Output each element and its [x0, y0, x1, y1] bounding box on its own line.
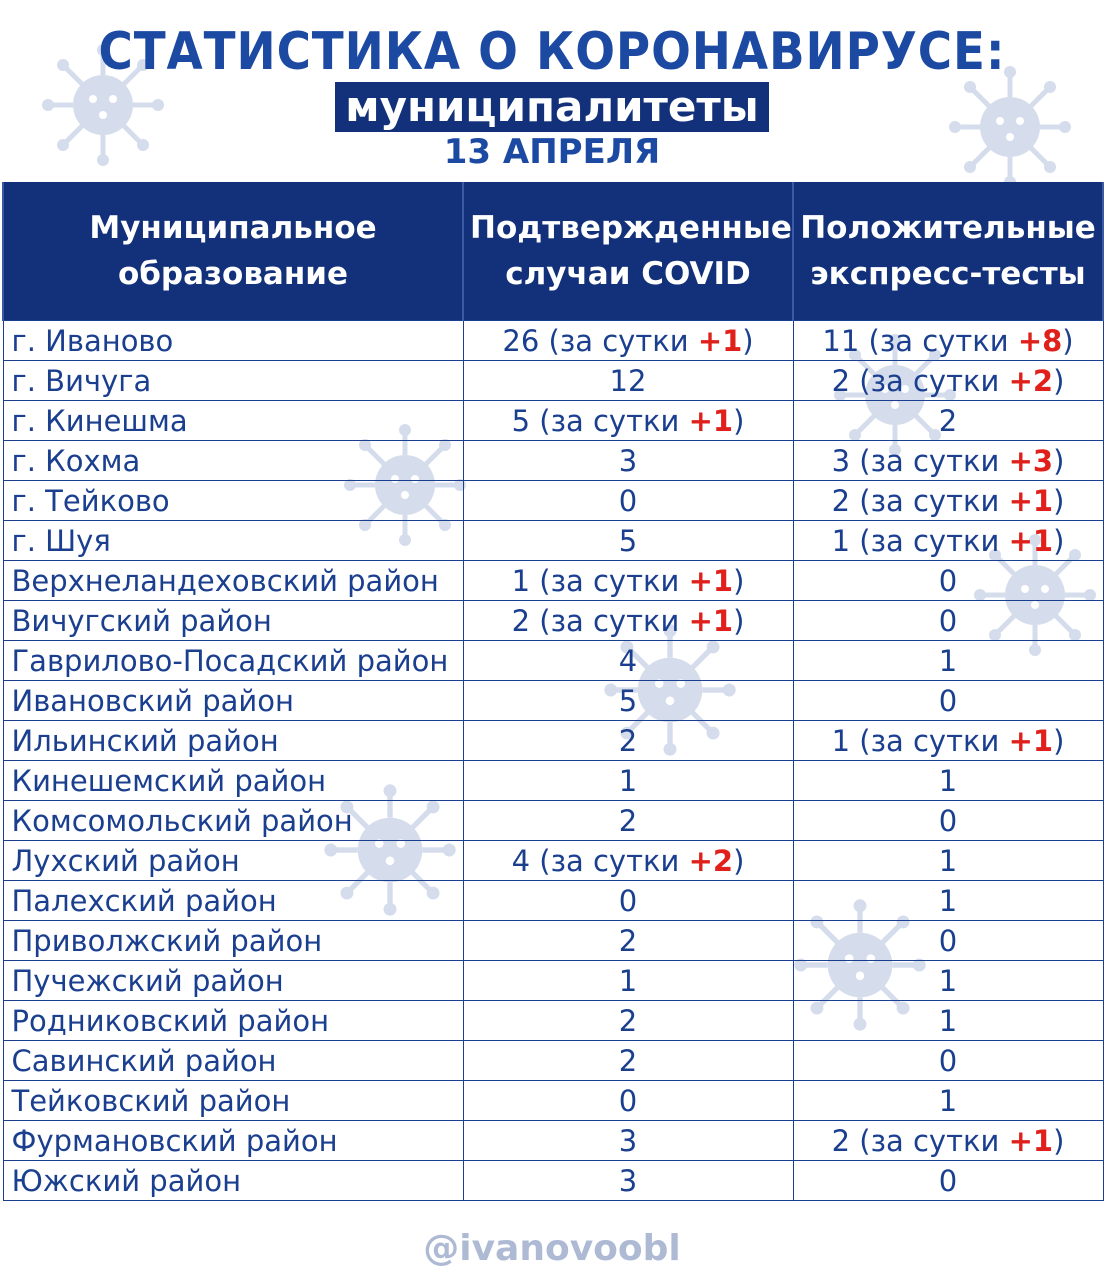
express-tests-value: 2: [831, 363, 851, 398]
express-tests-cell: [793, 1041, 1103, 1081]
confirmed-cases-cell: [463, 761, 793, 801]
daily-increase: +1: [688, 563, 734, 598]
confirmed-cases-cell: [463, 1161, 793, 1201]
daily-prefix: (за сутки: [539, 403, 689, 438]
express-tests-cell: [793, 921, 1103, 961]
express-tests-value: 0: [938, 803, 958, 838]
daily-suffix: ): [1053, 723, 1065, 758]
express-tests-cell: [793, 401, 1103, 441]
confirmed-cases-value: 0: [618, 883, 638, 918]
confirmed-cases-value: 5: [618, 523, 638, 558]
express-tests-value: 1: [831, 523, 851, 558]
express-tests-cell: [793, 1161, 1103, 1201]
municipality-name: г. Вичуга: [3, 361, 463, 401]
municipality-name: Фурмановский район: [3, 1121, 463, 1161]
daily-prefix: (за сутки: [859, 443, 1009, 478]
express-tests-cell: [793, 441, 1103, 481]
confirmed-cases-cell: [463, 841, 793, 881]
express-tests-value: 1: [938, 1083, 958, 1118]
table-row: [3, 361, 1103, 401]
table-row: [3, 521, 1103, 561]
express-tests-cell: [793, 361, 1103, 401]
daily-increase: +1: [1008, 523, 1054, 558]
municipality-name: г. Тейково: [3, 481, 463, 521]
table-row: [3, 601, 1103, 641]
daily-prefix: (за сутки: [859, 523, 1009, 558]
municipality-name: г. Кохма: [3, 441, 463, 481]
express-tests-value: 0: [938, 1163, 958, 1198]
daily-suffix: ): [733, 403, 745, 438]
express-tests-value: 11: [822, 323, 860, 358]
confirmed-cases-value: 1: [618, 963, 638, 998]
confirmed-cases-cell: [463, 961, 793, 1001]
confirmed-cases-value: 0: [618, 483, 638, 518]
confirmed-cases-value: 4: [618, 643, 638, 678]
municipality-name: Приволжский район: [3, 921, 463, 961]
confirmed-cases-value: 0: [618, 1083, 638, 1118]
table-row: [3, 801, 1103, 841]
express-tests-cell: [793, 1081, 1103, 1121]
municipality-name: Палехский район: [3, 881, 463, 921]
confirmed-cases-value: 2: [511, 603, 531, 638]
daily-suffix: ): [1053, 363, 1065, 398]
express-tests-value: 0: [938, 563, 958, 598]
daily-suffix: ): [733, 603, 745, 638]
table-row: [3, 401, 1103, 441]
confirmed-cases-value: 1: [511, 563, 531, 598]
express-tests-value: 0: [938, 1043, 958, 1078]
table-row: [3, 1121, 1103, 1161]
municipality-name: Вичугский район: [3, 601, 463, 641]
table-header-row: [3, 182, 1103, 321]
municipality-name: Тейковский район: [3, 1081, 463, 1121]
municipality-name: Гаврилово-Посадский район: [3, 641, 463, 681]
express-tests-value: 0: [938, 603, 958, 638]
daily-prefix: (за сутки: [539, 843, 689, 878]
table-row: [3, 921, 1103, 961]
express-tests-value: 1: [938, 643, 958, 678]
table-row: [3, 1161, 1103, 1201]
table-row: [3, 841, 1103, 881]
express-tests-cell: [793, 1121, 1103, 1161]
column-header-express: Положительные экспресс-тесты: [793, 182, 1103, 321]
daily-increase: +1: [688, 403, 734, 438]
express-tests-cell: [793, 481, 1103, 521]
express-tests-value: 2: [938, 403, 958, 438]
daily-increase: +1: [1008, 723, 1054, 758]
daily-prefix: (за сутки: [859, 723, 1009, 758]
confirmed-cases-value: 2: [618, 803, 638, 838]
table-row: [3, 1081, 1103, 1121]
confirmed-cases-cell: [463, 321, 793, 361]
municipality-name: Лухский район: [3, 841, 463, 881]
confirmed-cases-cell: [463, 721, 793, 761]
municipality-name: Кинешемский район: [3, 761, 463, 801]
express-tests-value: 1: [938, 963, 958, 998]
confirmed-cases-cell: [463, 1081, 793, 1121]
table-row: [3, 681, 1103, 721]
daily-suffix: ): [1062, 323, 1074, 358]
express-tests-value: 1: [938, 883, 958, 918]
table-row: [3, 441, 1103, 481]
daily-prefix: (за сутки: [539, 563, 689, 598]
express-tests-cell: [793, 561, 1103, 601]
column-header-municipality: Муниципальное образование: [3, 182, 463, 321]
daily-prefix: (за сутки: [859, 483, 1009, 518]
confirmed-cases-cell: [463, 801, 793, 841]
daily-prefix: (за сутки: [539, 603, 689, 638]
table-row: [3, 761, 1103, 801]
daily-prefix: (за сутки: [859, 1123, 1009, 1158]
express-tests-value: 3: [831, 443, 851, 478]
express-tests-value: 1: [938, 843, 958, 878]
report-date: 13 АПРЕЛЯ: [443, 132, 661, 172]
confirmed-cases-value: 5: [511, 403, 531, 438]
daily-suffix: ): [1053, 523, 1065, 558]
confirmed-cases-value: 26: [502, 323, 540, 358]
table-row: [3, 481, 1103, 521]
municipality-name: Савинский район: [3, 1041, 463, 1081]
confirmed-cases-cell: [463, 401, 793, 441]
express-tests-cell: [793, 601, 1103, 641]
confirmed-cases-value: 3: [618, 443, 638, 478]
confirmed-cases-cell: [463, 561, 793, 601]
confirmed-cases-cell: [463, 1001, 793, 1041]
confirmed-cases-cell: [463, 681, 793, 721]
confirmed-cases-cell: [463, 441, 793, 481]
confirmed-cases-value: 2: [618, 1043, 638, 1078]
express-tests-value: 2: [831, 1123, 851, 1158]
express-tests-cell: [793, 801, 1103, 841]
confirmed-cases-value: 5: [618, 683, 638, 718]
page-title: СТАТИСТИКА О КОРОНАВИРУСЕ:: [98, 22, 1006, 82]
column-header-confirmed: Подтвержденные случаи COVID: [463, 182, 793, 321]
express-tests-value: 0: [938, 683, 958, 718]
daily-prefix: (за сутки: [859, 363, 1009, 398]
daily-suffix: ): [1053, 1123, 1065, 1158]
confirmed-cases-value: 2: [618, 723, 638, 758]
express-tests-value: 0: [938, 923, 958, 958]
daily-increase: +3: [1008, 443, 1054, 478]
confirmed-cases-cell: [463, 881, 793, 921]
confirmed-cases-cell: [463, 921, 793, 961]
daily-suffix: ): [733, 563, 745, 598]
confirmed-cases-cell: [463, 1041, 793, 1081]
confirmed-cases-value: 3: [618, 1123, 638, 1158]
express-tests-cell: [793, 321, 1103, 361]
confirmed-cases-cell: [463, 601, 793, 641]
municipality-name: Пучежский район: [3, 961, 463, 1001]
express-tests-cell: [793, 761, 1103, 801]
table-row: [3, 881, 1103, 921]
municipality-name: Ильинский район: [3, 721, 463, 761]
daily-suffix: ): [733, 843, 745, 878]
daily-prefix: (за сутки: [868, 323, 1018, 358]
express-tests-cell: [793, 721, 1103, 761]
page-subtitle: муниципалитеты: [335, 82, 768, 132]
daily-suffix: ): [742, 323, 754, 358]
daily-increase: +1: [697, 323, 743, 358]
confirmed-cases-value: 2: [618, 923, 638, 958]
daily-suffix: ): [1053, 483, 1065, 518]
daily-suffix: ): [1053, 443, 1065, 478]
confirmed-cases-value: 12: [609, 363, 647, 398]
stats-table: [2, 182, 1104, 1201]
table-row: [3, 1041, 1103, 1081]
table-row: [3, 321, 1103, 361]
table-row: [3, 1001, 1103, 1041]
confirmed-cases-cell: [463, 641, 793, 681]
express-tests-cell: [793, 961, 1103, 1001]
municipality-name: Комсомольский район: [3, 801, 463, 841]
express-tests-value: 1: [831, 723, 851, 758]
confirmed-cases-cell: [463, 481, 793, 521]
express-tests-value: 1: [938, 1003, 958, 1038]
confirmed-cases-value: 3: [618, 1163, 638, 1198]
confirmed-cases-cell: [463, 361, 793, 401]
table-row: [3, 561, 1103, 601]
daily-increase: +2: [688, 843, 734, 878]
table-row: [3, 641, 1103, 681]
daily-increase: +8: [1017, 323, 1063, 358]
confirmed-cases-value: 1: [618, 763, 638, 798]
confirmed-cases-value: 2: [618, 1003, 638, 1038]
municipality-name: Родниковский район: [3, 1001, 463, 1041]
express-tests-cell: [793, 641, 1103, 681]
express-tests-value: 2: [831, 483, 851, 518]
municipality-name: Верхнеландеховский район: [3, 561, 463, 601]
table-row: [3, 961, 1103, 1001]
municipality-name: Ивановский район: [3, 681, 463, 721]
confirmed-cases-cell: [463, 1121, 793, 1161]
municipality-name: г. Шуя: [3, 521, 463, 561]
express-tests-cell: [793, 881, 1103, 921]
daily-prefix: (за сутки: [548, 323, 698, 358]
municipality-name: г. Иваново: [3, 321, 463, 361]
table-row: [3, 721, 1103, 761]
municipality-name: г. Кинешма: [3, 401, 463, 441]
social-handle: @ivanovoobl: [423, 1228, 681, 1269]
express-tests-value: 1: [938, 763, 958, 798]
express-tests-cell: [793, 521, 1103, 561]
daily-increase: +1: [1008, 483, 1054, 518]
express-tests-cell: [793, 681, 1103, 721]
daily-increase: +2: [1008, 363, 1054, 398]
confirmed-cases-cell: [463, 521, 793, 561]
express-tests-cell: [793, 841, 1103, 881]
express-tests-cell: [793, 1001, 1103, 1041]
municipality-name: Южский район: [3, 1161, 463, 1201]
daily-increase: +1: [1008, 1123, 1054, 1158]
confirmed-cases-value: 4: [511, 843, 531, 878]
daily-increase: +1: [688, 603, 734, 638]
